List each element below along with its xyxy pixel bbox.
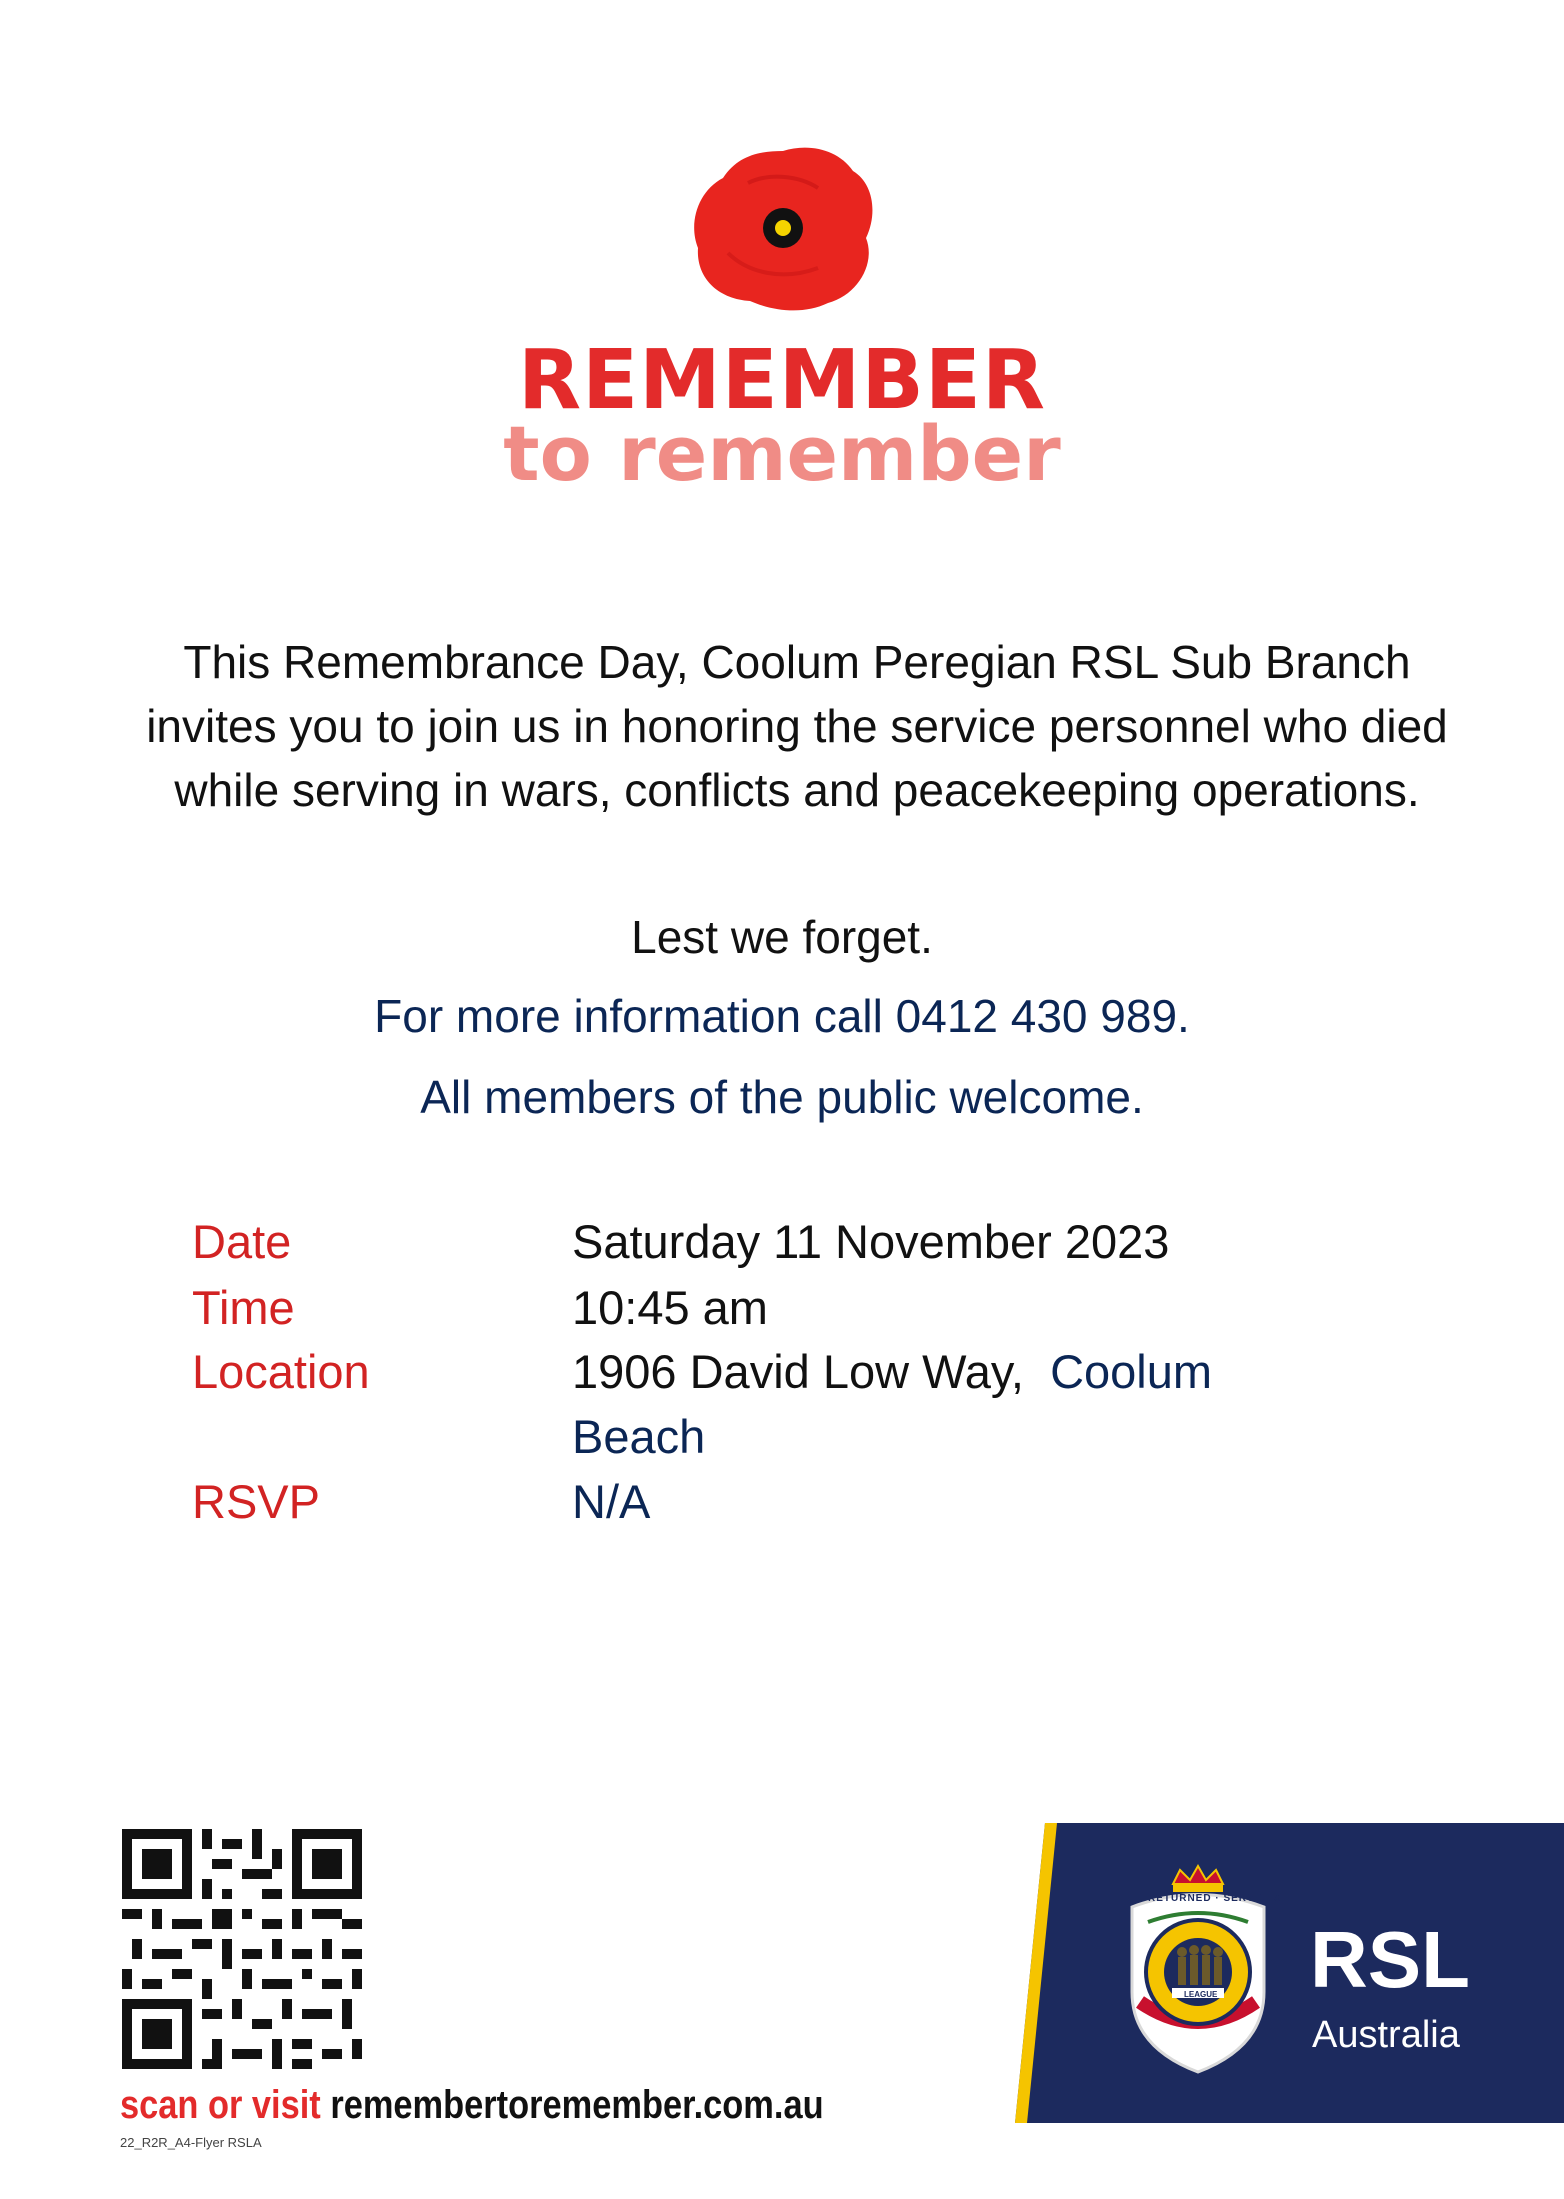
location-street: 1906 David Low Way, (572, 1345, 1024, 1398)
poppy-icon (688, 143, 878, 313)
date-label: Date (192, 1215, 292, 1268)
scan-or-visit-line[interactable] (120, 2080, 824, 2130)
website-link[interactable]: remembertoremember.com.au (330, 2083, 824, 2127)
welcome-line: All members of the public welcome. (420, 1071, 1144, 1123)
scan-prefix: scan or visit (120, 2083, 321, 2127)
badge-bottom-text: AUSTRALIA (1168, 2037, 1220, 2047)
location-value (572, 1342, 1212, 1402)
time-label: Time (192, 1281, 295, 1334)
info-line: For more information call 0412 430 989. (374, 990, 1190, 1042)
rsl-title: RSL (1310, 1915, 1470, 2004)
location-town: Coolum (1050, 1345, 1213, 1398)
location-value-cont: Beach (572, 1410, 706, 1463)
location-label: Location (192, 1345, 370, 1398)
badge-mid-text: LEAGUE (1184, 1990, 1218, 1999)
headline-remember: REMEMBER (517, 333, 1047, 428)
date-value: Saturday 11 November 2023 (572, 1215, 1170, 1268)
badge-top-text: RETURNED · SERVICES (1148, 1893, 1282, 1904)
headline-to-remember: to remember (503, 409, 1061, 498)
qr-code[interactable] (122, 1829, 362, 2069)
rsl-subtitle: Australia (1312, 2014, 1460, 2056)
flyer-code: 22_R2R_A4-Flyer RSLA (120, 2135, 262, 2150)
lest-we-forget: Lest we forget. (631, 911, 933, 963)
rsvp-label: RSVP (192, 1475, 320, 1528)
rsl-panel (1015, 1823, 1564, 2123)
rsvp-value: N/A (572, 1475, 651, 1528)
intro-paragraph: This Remembrance Day, Coolum Peregian RSL Sub Branch invites you to join us in honoring the service personnel who died while serving in wars, conflicts and peacekeeping operations. (146, 636, 1448, 816)
time-value: 10:45 am (572, 1281, 768, 1334)
